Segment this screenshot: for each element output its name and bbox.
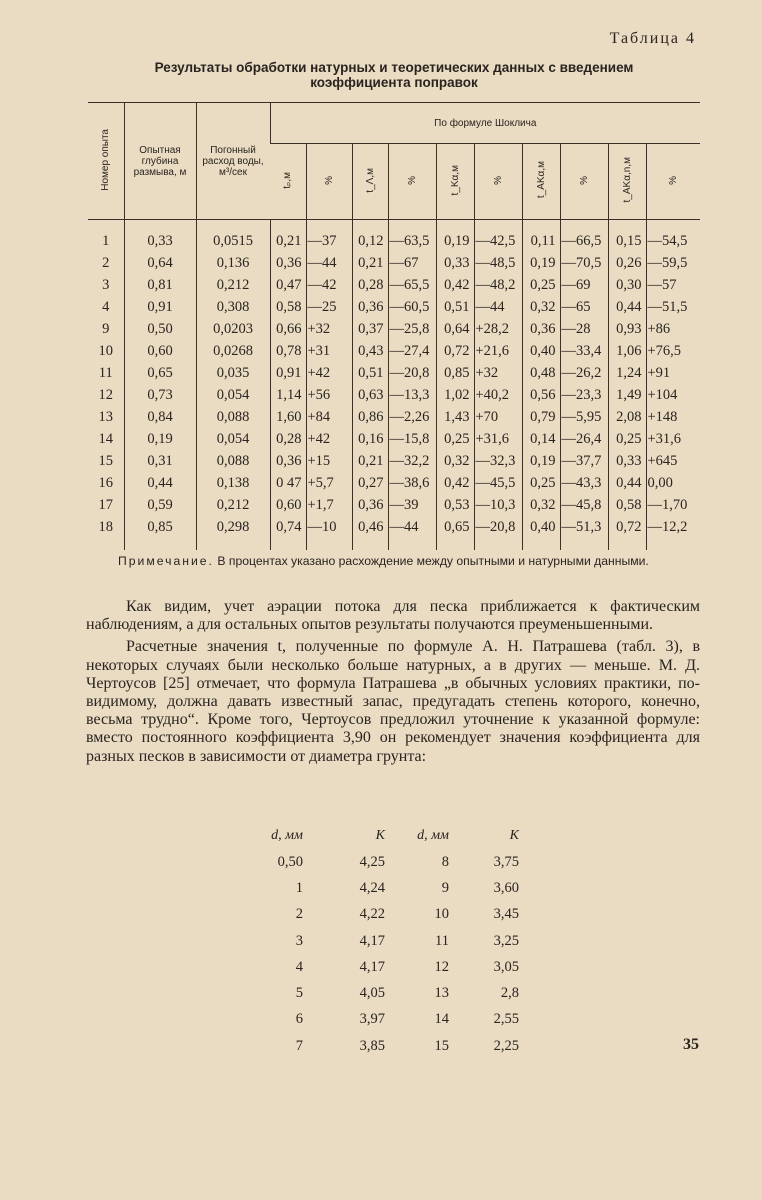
table-cell: 0,84 bbox=[124, 406, 196, 428]
table-cell: 0,51 bbox=[352, 362, 388, 384]
note-label: Примечание. bbox=[118, 554, 214, 568]
paragraph-1: Как видим, учет аэрации потока для песка приближается к фактическим наблюдениям, а для остальных опытов результаты получаются преуменьшенными. bbox=[86, 598, 700, 634]
table-cell: 0,86 bbox=[352, 406, 388, 428]
coef-cell: 6 bbox=[295, 1011, 303, 1028]
table-cell: 0,46 bbox=[352, 516, 388, 550]
table-cell: —42 bbox=[306, 274, 352, 296]
table-cell: 0,66 bbox=[270, 318, 306, 340]
table-note bbox=[100, 553, 700, 569]
coef-cell: 15 bbox=[434, 1037, 449, 1054]
table-cell: 0,50 bbox=[124, 318, 196, 340]
table-cell: 0,33 bbox=[124, 220, 196, 253]
coef-cell: 12 bbox=[434, 958, 449, 975]
table-cell: 1,02 bbox=[436, 384, 474, 406]
table-cell: 0,27 bbox=[352, 472, 388, 494]
table-cell: 0,035 bbox=[196, 362, 270, 384]
table-cell: 0,79 bbox=[522, 406, 560, 428]
table-cell: 0,25 bbox=[436, 428, 474, 450]
table-cell: 0,32 bbox=[522, 296, 560, 318]
table-cell: 0,12 bbox=[352, 220, 388, 253]
subheader-cell: % bbox=[474, 144, 522, 220]
table-cell: 0,19 bbox=[522, 450, 560, 472]
coef-cell: 4 bbox=[295, 958, 303, 975]
table-cell: 0,40 bbox=[522, 340, 560, 362]
table-cell: 0,48 bbox=[522, 362, 560, 384]
table-cell: 0,44 bbox=[124, 472, 196, 494]
table-cell: —42,5 bbox=[474, 220, 522, 253]
table-row bbox=[88, 220, 700, 253]
table-cell: —1,70 bbox=[646, 494, 700, 516]
table-cell: +76,5 bbox=[646, 340, 700, 362]
table-cell: +32 bbox=[306, 318, 352, 340]
table-cell: —43,3 bbox=[560, 472, 608, 494]
coef-row bbox=[248, 954, 519, 980]
table-cell: 0,47 bbox=[270, 274, 306, 296]
coef-row bbox=[248, 928, 519, 954]
table-cell: 1,24 bbox=[608, 362, 646, 384]
table-cell: —60,5 bbox=[388, 296, 436, 318]
table-cell: 0,308 bbox=[196, 296, 270, 318]
table-cell: 0,00 bbox=[646, 472, 700, 494]
table-cell: 0,21 bbox=[270, 220, 306, 253]
table-cell: +40,2 bbox=[474, 384, 522, 406]
table-cell: 15 bbox=[98, 452, 113, 469]
header-group-shoklich: По формуле Шоклича bbox=[270, 103, 700, 144]
table-cell: 2 bbox=[102, 254, 110, 271]
subheader-cell: t_Λ,м bbox=[352, 144, 388, 220]
table-cell: 0,26 bbox=[608, 252, 646, 274]
table-cell: +42 bbox=[306, 362, 352, 384]
table-cell: 0,72 bbox=[436, 340, 474, 362]
coefficient-table-body bbox=[248, 849, 519, 1059]
table-cell: 0,72 bbox=[608, 516, 646, 550]
table-cell: +15 bbox=[306, 450, 352, 472]
coef-row bbox=[248, 902, 519, 928]
coef-header-k1: K bbox=[375, 827, 385, 843]
table-cell: 0,16 bbox=[352, 428, 388, 450]
table-cell: 0,28 bbox=[352, 274, 388, 296]
table-cell: 13 bbox=[98, 408, 113, 425]
table-cell: —67 bbox=[388, 252, 436, 274]
table-cell: 0,33 bbox=[436, 252, 474, 274]
table-cell: +86 bbox=[646, 318, 700, 340]
coef-cell: 3,75 bbox=[493, 853, 519, 870]
subheader-cell: t_AKα,м bbox=[522, 144, 560, 220]
table-cell: 0,74 bbox=[270, 516, 306, 550]
table-cell: 0,11 bbox=[522, 220, 560, 253]
table-row bbox=[88, 428, 700, 450]
table-row bbox=[88, 318, 700, 340]
table-cell: 3 bbox=[102, 276, 110, 293]
table-cell: 0,138 bbox=[196, 472, 270, 494]
table-cell: +5,7 bbox=[306, 472, 352, 494]
table-label: Таблица 4 bbox=[609, 30, 696, 47]
table-row bbox=[88, 252, 700, 274]
coef-cell: 4,24 bbox=[359, 879, 385, 896]
table-cell: —45,5 bbox=[474, 472, 522, 494]
table-cell: 0,59 bbox=[124, 494, 196, 516]
table-cell: +31,6 bbox=[474, 428, 522, 450]
table-cell: —26,4 bbox=[560, 428, 608, 450]
coef-cell: 4,22 bbox=[359, 906, 385, 923]
table-cell: 0,78 bbox=[270, 340, 306, 362]
table-cell: +91 bbox=[646, 362, 700, 384]
coef-header-d1: d, мм bbox=[271, 827, 303, 843]
table-cell: 9 bbox=[102, 320, 110, 337]
page-number: 35 bbox=[683, 1036, 699, 1053]
coef-cell: 3,05 bbox=[493, 958, 519, 975]
table-cell: 0,088 bbox=[196, 406, 270, 428]
table-cell: +84 bbox=[306, 406, 352, 428]
coef-cell: 2,25 bbox=[493, 1037, 519, 1054]
coef-cell: 11 bbox=[435, 932, 449, 949]
table-cell: 0,21 bbox=[352, 252, 388, 274]
coef-row bbox=[248, 849, 519, 875]
table-cell: —48,2 bbox=[474, 274, 522, 296]
table-cell: 0,64 bbox=[124, 252, 196, 274]
table-cell: +21,6 bbox=[474, 340, 522, 362]
table-cell: 12 bbox=[98, 386, 113, 403]
table-cell: 0,32 bbox=[436, 450, 474, 472]
table-cell: —13,3 bbox=[388, 384, 436, 406]
coef-cell: 3 bbox=[295, 932, 303, 949]
table-cell: 4 bbox=[102, 298, 110, 315]
table-cell: +31,6 bbox=[646, 428, 700, 450]
table-cell: —54,5 bbox=[646, 220, 700, 253]
table-cell: 1,49 bbox=[608, 384, 646, 406]
table-cell: 14 bbox=[98, 430, 113, 447]
table-cell: —20,8 bbox=[474, 516, 522, 550]
table-cell: +42 bbox=[306, 428, 352, 450]
table-cell: —20,8 bbox=[388, 362, 436, 384]
table-cell: 0,53 bbox=[436, 494, 474, 516]
table-cell: —45,8 bbox=[560, 494, 608, 516]
table-cell: 0,19 bbox=[522, 252, 560, 274]
subheader-cell: t_Kα,м bbox=[436, 144, 474, 220]
table-cell: +56 bbox=[306, 384, 352, 406]
table-cell: 0,25 bbox=[522, 274, 560, 296]
table-row bbox=[88, 472, 700, 494]
results-table-body bbox=[88, 220, 700, 551]
table-cell: —23,3 bbox=[560, 384, 608, 406]
table-cell: —28 bbox=[560, 318, 608, 340]
table-cell: 0,58 bbox=[608, 494, 646, 516]
table-cell: 0,36 bbox=[352, 296, 388, 318]
table-row bbox=[88, 274, 700, 296]
table-cell: —51,3 bbox=[560, 516, 608, 550]
table-cell: 0,58 bbox=[270, 296, 306, 318]
subheader-cell: % bbox=[388, 144, 436, 220]
table-cell: 11 bbox=[98, 364, 113, 381]
coef-cell: 4,17 bbox=[359, 932, 385, 949]
table-cell: 0 47 bbox=[270, 472, 306, 494]
coef-cell: 4,05 bbox=[359, 985, 385, 1002]
table-cell: 0,19 bbox=[436, 220, 474, 253]
coef-header-d2: d, мм bbox=[417, 827, 449, 843]
coef-cell: 14 bbox=[434, 1011, 449, 1028]
table-cell: 0,0268 bbox=[196, 340, 270, 362]
table-cell: +645 bbox=[646, 450, 700, 472]
table-cell: 17 bbox=[98, 496, 113, 513]
coef-cell: 0,50 bbox=[277, 853, 303, 870]
table-cell: +70 bbox=[474, 406, 522, 428]
table-cell: —26,2 bbox=[560, 362, 608, 384]
coef-cell: 2,8 bbox=[500, 985, 519, 1002]
table-cell: 0,31 bbox=[124, 450, 196, 472]
table-cell: 0,212 bbox=[196, 494, 270, 516]
table-cell: 0,212 bbox=[196, 274, 270, 296]
table-cell: 1 bbox=[102, 232, 110, 249]
table-cell: 0,43 bbox=[352, 340, 388, 362]
table-cell: 18 bbox=[98, 518, 113, 535]
table-cell: —51,5 bbox=[646, 296, 700, 318]
table-cell: 2,08 bbox=[608, 406, 646, 428]
table-cell: —66,5 bbox=[560, 220, 608, 253]
coef-row bbox=[248, 1033, 519, 1059]
table-cell: 0,44 bbox=[608, 296, 646, 318]
paragraph-2: Расчетные значения t, полученные по формуле А. Н. Патрашева (табл. 3), в некоторых случаях были несколько больше натурных, а в других — меньше. М. Д. Чертоусов [25] отмечает, что формула Патрашева „в обычных условиях практики, по-видимому, должна давать известный запас, предугадать степень которого, конечно, весьма трудно“. Кроме того, Чертоусов предложил уточнение к указанной формуле: вместо постоянного коэффициента 3,90 он рекомендует значения коэффициента для разных песков в зависимости от диаметра грунта: bbox=[86, 638, 700, 765]
table-row bbox=[88, 384, 700, 406]
table-cell: —65 bbox=[560, 296, 608, 318]
table-row bbox=[88, 494, 700, 516]
table-row bbox=[88, 450, 700, 472]
subheader-cell: % bbox=[306, 144, 352, 220]
table-cell: —12,2 bbox=[646, 516, 700, 550]
table-cell: 0,14 bbox=[522, 428, 560, 450]
table-cell: —65,5 bbox=[388, 274, 436, 296]
table-cell: 0,28 bbox=[270, 428, 306, 450]
coef-header-k2: K bbox=[509, 827, 519, 843]
table-cell: 10 bbox=[98, 342, 113, 359]
table-cell: 0,25 bbox=[608, 428, 646, 450]
table-cell: —25 bbox=[306, 296, 352, 318]
coef-cell: 3,60 bbox=[493, 879, 519, 896]
table-cell: 16 bbox=[98, 474, 113, 491]
table-title-line-2: коэффициента поправок bbox=[310, 75, 478, 90]
table-cell: 0,91 bbox=[270, 362, 306, 384]
coef-cell: 3,85 bbox=[359, 1037, 385, 1054]
table-cell: —57 bbox=[646, 274, 700, 296]
table-cell: 0,19 bbox=[124, 428, 196, 450]
table-cell: —33,4 bbox=[560, 340, 608, 362]
table-cell: 0,32 bbox=[522, 494, 560, 516]
coef-row bbox=[248, 875, 519, 901]
table-cell: —48,5 bbox=[474, 252, 522, 274]
table-cell: 0,36 bbox=[270, 252, 306, 274]
body-text bbox=[86, 598, 700, 770]
table-cell: 0,25 bbox=[522, 472, 560, 494]
table-cell: —38,6 bbox=[388, 472, 436, 494]
table-cell: +32 bbox=[474, 362, 522, 384]
coef-cell: 10 bbox=[434, 906, 449, 923]
subheader-cell: t_AKα,n,м bbox=[608, 144, 646, 220]
table-cell: 0,37 bbox=[352, 318, 388, 340]
coef-row bbox=[248, 1007, 519, 1033]
coef-cell: 3,25 bbox=[493, 932, 519, 949]
table-cell: 0,054 bbox=[196, 384, 270, 406]
table-row bbox=[88, 406, 700, 428]
table-cell: 0,56 bbox=[522, 384, 560, 406]
table-cell: 0,65 bbox=[124, 362, 196, 384]
table-cell: 0,64 bbox=[436, 318, 474, 340]
table-cell: 1,06 bbox=[608, 340, 646, 362]
table-cell: 0,42 bbox=[436, 472, 474, 494]
table-cell: —27,4 bbox=[388, 340, 436, 362]
table-cell: —39 bbox=[388, 494, 436, 516]
table-cell: —2,26 bbox=[388, 406, 436, 428]
table-cell: 0,136 bbox=[196, 252, 270, 274]
table-cell: 0,15 bbox=[608, 220, 646, 253]
table-cell: 0,36 bbox=[522, 318, 560, 340]
table-cell: —15,8 bbox=[388, 428, 436, 450]
header-flow: Погонный расход воды, м³/сек bbox=[196, 103, 270, 220]
coef-cell: 9 bbox=[441, 879, 449, 896]
table-cell: —10,3 bbox=[474, 494, 522, 516]
table-cell: 0,36 bbox=[270, 450, 306, 472]
table-cell: 0,36 bbox=[352, 494, 388, 516]
table-row bbox=[88, 296, 700, 318]
coef-cell: 2,55 bbox=[493, 1011, 519, 1028]
results-table bbox=[88, 102, 700, 550]
table-title-line-1: Результаты обработки натурных и теоретических данных с введением bbox=[154, 60, 634, 75]
coef-cell: 3,45 bbox=[493, 906, 519, 923]
table-cell: 0,298 bbox=[196, 516, 270, 550]
table-row bbox=[88, 516, 700, 550]
table-row bbox=[88, 362, 700, 384]
table-cell: +1,7 bbox=[306, 494, 352, 516]
table-title bbox=[88, 60, 700, 90]
table-cell: —44 bbox=[474, 296, 522, 318]
table-cell: —32,2 bbox=[388, 450, 436, 472]
coef-row bbox=[248, 980, 519, 1006]
table-cell: 0,65 bbox=[436, 516, 474, 550]
coef-cell: 2 bbox=[295, 906, 303, 923]
table-cell: —70,5 bbox=[560, 252, 608, 274]
table-cell: +148 bbox=[646, 406, 700, 428]
table-cell: 0,44 bbox=[608, 472, 646, 494]
table-cell: —5,95 bbox=[560, 406, 608, 428]
table-cell: 0,0515 bbox=[196, 220, 270, 253]
table-cell: 0,93 bbox=[608, 318, 646, 340]
table-cell: —10 bbox=[306, 516, 352, 550]
table-cell: 0,73 bbox=[124, 384, 196, 406]
coef-cell: 13 bbox=[434, 985, 449, 1002]
table-cell: 0,088 bbox=[196, 450, 270, 472]
table-cell: —37,7 bbox=[560, 450, 608, 472]
coef-cell: 1 bbox=[295, 879, 303, 896]
table-row bbox=[88, 340, 700, 362]
subheader-cell: tₚ,м bbox=[282, 171, 294, 189]
subheader-cell: % bbox=[560, 144, 608, 220]
table-cell: —44 bbox=[306, 252, 352, 274]
coef-cell: 5 bbox=[295, 985, 303, 1002]
table-cell: 1,60 bbox=[270, 406, 306, 428]
table-cell: 0,91 bbox=[124, 296, 196, 318]
table-cell: 0,054 bbox=[196, 428, 270, 450]
coef-cell: 4,25 bbox=[359, 853, 385, 870]
table-cell: 1,43 bbox=[436, 406, 474, 428]
table-cell: 0,30 bbox=[608, 274, 646, 296]
table-cell: 0,85 bbox=[124, 516, 196, 550]
header-number: Номер опыта bbox=[88, 103, 124, 220]
table-cell: 0,63 bbox=[352, 384, 388, 406]
table-cell: 0,21 bbox=[352, 450, 388, 472]
coef-cell: 4,17 bbox=[359, 958, 385, 975]
table-cell: —69 bbox=[560, 274, 608, 296]
table-cell: 0,81 bbox=[124, 274, 196, 296]
table-cell: 0,85 bbox=[436, 362, 474, 384]
table-cell: 0,0203 bbox=[196, 318, 270, 340]
table-cell: —32,3 bbox=[474, 450, 522, 472]
table-cell: +31 bbox=[306, 340, 352, 362]
table-cell: +28,2 bbox=[474, 318, 522, 340]
table-cell: —63,5 bbox=[388, 220, 436, 253]
table-cell: 0,60 bbox=[270, 494, 306, 516]
table-cell: 1,14 bbox=[270, 384, 306, 406]
table-cell: —59,5 bbox=[646, 252, 700, 274]
table-cell: —44 bbox=[388, 516, 436, 550]
table-cell: 0,60 bbox=[124, 340, 196, 362]
table-cell: +104 bbox=[646, 384, 700, 406]
coefficient-table bbox=[248, 822, 519, 1059]
table-cell: —37 bbox=[306, 220, 352, 253]
subheader-cell: % bbox=[646, 144, 700, 220]
table-cell: —25,8 bbox=[388, 318, 436, 340]
table-cell: 0,40 bbox=[522, 516, 560, 550]
coef-cell: 3,97 bbox=[359, 1011, 385, 1028]
header-depth: Опытная глубина размыва, м bbox=[124, 103, 196, 220]
note-text: В процентах указано расхождение между опытными и натурными данными. bbox=[217, 554, 649, 568]
table-cell: 0,51 bbox=[436, 296, 474, 318]
coef-cell: 8 bbox=[441, 853, 449, 870]
table-cell: 0,33 bbox=[608, 450, 646, 472]
coef-cell: 7 bbox=[295, 1037, 303, 1054]
table-cell: 0,42 bbox=[436, 274, 474, 296]
